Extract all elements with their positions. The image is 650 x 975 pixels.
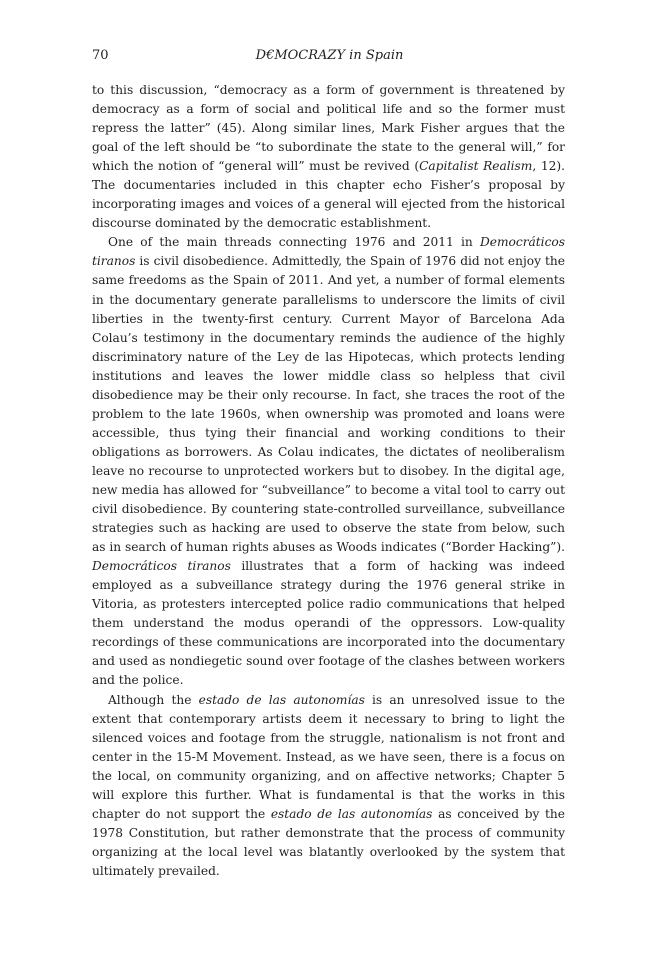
page-number: 70 [92, 48, 109, 63]
body-text [92, 81, 565, 881]
text-segment: , 12). The documentaries included in this chapter echo Fisher’s proposal by incorporating images and voices of a general will ejected from the historical discourse dominated by the democratic establishment. [92, 159, 565, 231]
running-title: D€MOCRAZY in Spain [255, 48, 404, 63]
paragraph-3 [92, 691, 565, 881]
italic-title: Democráticos tiranos [92, 559, 231, 574]
running-head [92, 48, 567, 70]
paragraph-2 [92, 233, 565, 690]
text-segment: to this discussion, “democracy as a form of government is threatened by democracy as a form of social and political life and so the former must repress the latter” (45). Along similar lines, Mark Fisher argues that the goal of the left should be “to subordinate the state to the general will,” for which the notion of “general will” must be revived ( [92, 83, 565, 174]
text-segment: as conceived by the 1978 Constitution, but rather demonstrate that the process of community organizing at the local level was blatantly overlooked by the system that ultimately prevailed. [92, 806, 565, 878]
text-segment: is an unresolved issue to the extent that contemporary artists deem it necessary to bring to light the silenced voices and footage from the struggle, nationalism is not front and center in the 15-M Movement. Instead, as we have seen, there is a focus on the local, on community organizing, and on affective networks; Chapter 5 will explore this further. What is fundamental is that the works in this chapter do not support the [92, 692, 565, 821]
italic-term: estado de las autonomías [270, 806, 433, 821]
italic-term: estado de las autonomías [198, 692, 365, 707]
italic-title: Capitalist Realism [419, 159, 533, 174]
text-segment: is civil disobedience. Admittedly, the Spain of 1976 did not enjoy the same freedoms as the Spain of 2011. And yet, a number of formal elements in the documentary generate parallelisms to underscore the limits of civil liberties in the twenty-first century. Current Mayor of Barcelona Ada Colau’s testimony in the documentary reminds the audience of the highly discriminatory nature of the Ley de las Hipotecas, which protects lending institutions and leaves the lower middle class so helpless that civil disobedience may be their only recourse. In fact, she traces the root of the problem to the late 1960s, when ownership was promoted and loans were accessible, thus tying their financial and working conditions to their obligations as borrowers. As Colau indicates, the dictates of neoliberalism leave no recourse to unprotected workers but to disobey. In the digital age, new media has allowed for “subveillance” to become a vital tool to carry out civil disobedience. By countering state-controlled surveillance, subveillance strategies such as hacking are used to observe the state from below, such as in search of human rights abuses as Woods indicates (“Border Hacking”). [92, 254, 565, 555]
paragraph-1 [92, 81, 565, 233]
text-segment: illustrates that a form of hacking was indeed employed as a subveillance strategy during the 1976 general strike in Vitoria, as protesters intercepted police radio communications that helped them understand the modus operandi of the oppressors. Low-quality recordings of these communications are incorporated into the documentary and used as nondiegetic sound over footage of the clashes between workers and the police. [92, 559, 565, 688]
italic-title: Democráticos tiranos [92, 235, 565, 269]
text-segment: One of the main threads connecting 1976 and 2011 in [108, 235, 480, 250]
text-segment: Although the [108, 692, 199, 707]
